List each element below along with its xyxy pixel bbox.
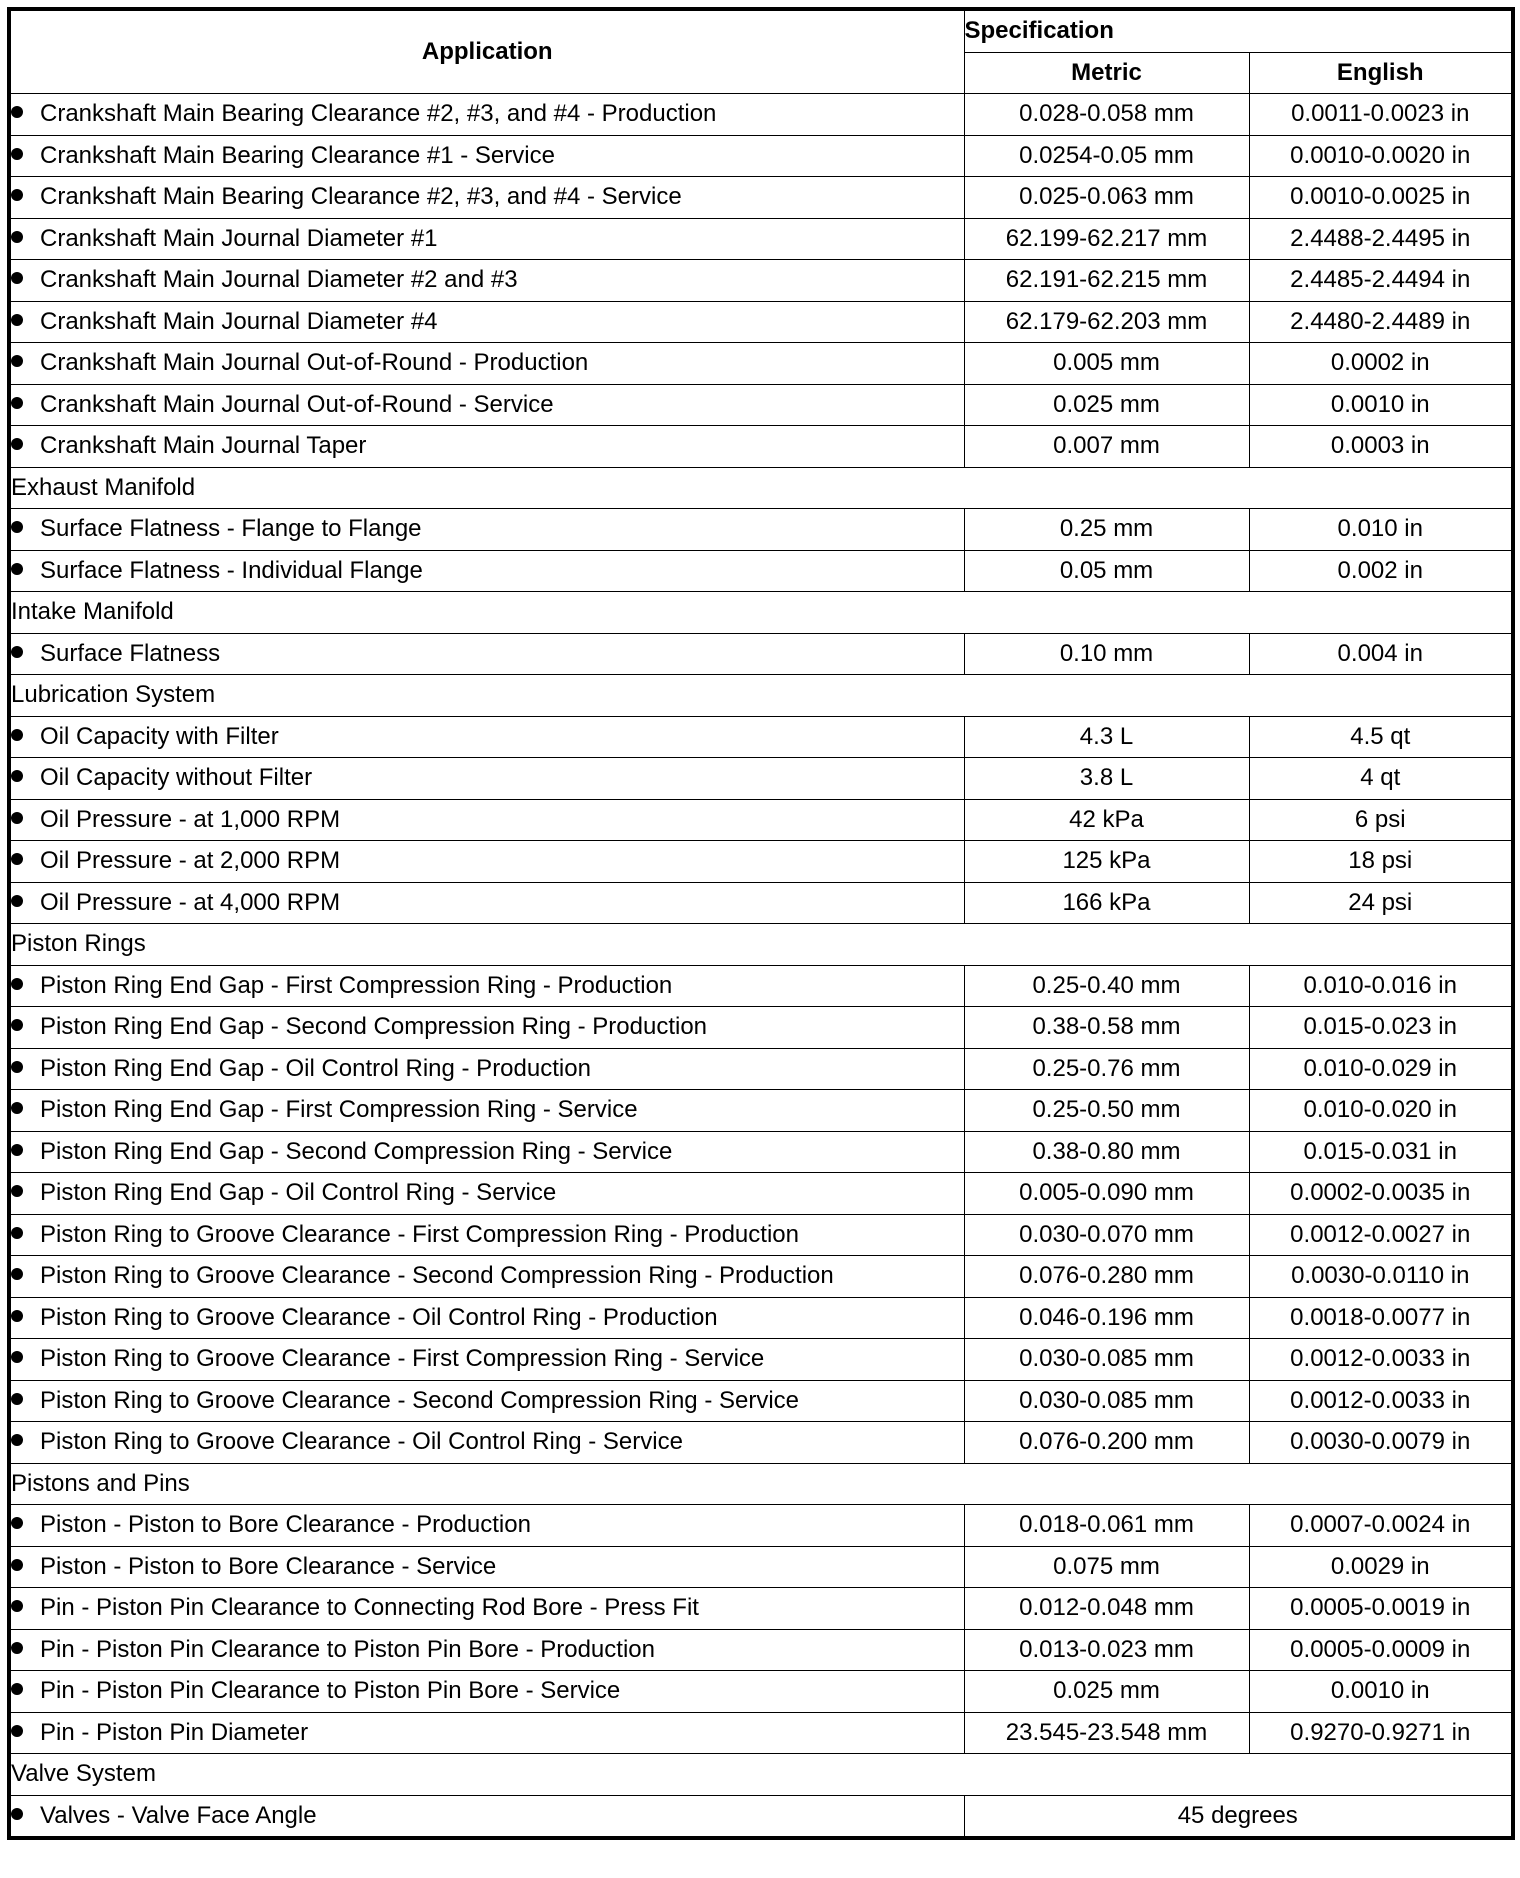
english-value: 4.5 qt <box>1249 716 1513 758</box>
english-value: 0.010-0.029 in <box>1249 1048 1513 1090</box>
metric-value: 0.030-0.085 mm <box>964 1339 1249 1381</box>
table-row <box>9 94 1513 136</box>
bullet-icon <box>11 1808 23 1820</box>
application-cell <box>9 1173 964 1215</box>
bullet-icon <box>11 563 23 575</box>
application-label: Piston - Piston to Bore Clearance - Production <box>40 1511 531 1539</box>
application-cell <box>9 1380 964 1422</box>
metric-value: 0.025-0.063 mm <box>964 177 1249 219</box>
english-value: 0.0012-0.0033 in <box>1249 1339 1513 1381</box>
english-value: 0.0012-0.0027 in <box>1249 1214 1513 1256</box>
bullet-icon <box>11 397 23 409</box>
english-value: 0.004 in <box>1249 633 1513 675</box>
application-cell <box>9 509 964 551</box>
bullet-icon <box>11 812 23 824</box>
bullet-icon <box>11 189 23 201</box>
bullet-icon <box>11 355 23 367</box>
english-value: 0.0002-0.0035 in <box>1249 1173 1513 1215</box>
table-row <box>9 1131 1513 1173</box>
bullet-icon <box>11 1268 23 1280</box>
application-cell <box>9 550 964 592</box>
application-cell <box>9 1712 964 1754</box>
header-row-1 <box>9 9 1513 52</box>
application-label: Crankshaft Main Bearing Clearance #1 - Service <box>40 141 555 169</box>
metric-value: 0.012-0.048 mm <box>964 1588 1249 1630</box>
metric-value: 0.25-0.76 mm <box>964 1048 1249 1090</box>
bullet-icon <box>11 231 23 243</box>
application-cell <box>9 965 964 1007</box>
bullet-icon <box>11 1185 23 1197</box>
english-value: 0.0012-0.0033 in <box>1249 1380 1513 1422</box>
application-cell <box>9 384 964 426</box>
application-cell <box>9 1588 964 1630</box>
bullet-icon <box>11 646 23 658</box>
application-cell <box>9 218 964 260</box>
section-row <box>9 1754 1513 1796</box>
english-value: 4 qt <box>1249 758 1513 800</box>
table-row <box>9 135 1513 177</box>
metric-value: 0.007 mm <box>964 426 1249 468</box>
table-row <box>9 1505 1513 1547</box>
table-row <box>9 1256 1513 1298</box>
section-row <box>9 467 1513 509</box>
english-value: 0.0030-0.0079 in <box>1249 1422 1513 1464</box>
table-row <box>9 177 1513 219</box>
metric-value: 0.05 mm <box>964 550 1249 592</box>
metric-value: 0.025 mm <box>964 384 1249 426</box>
english-value: 0.015-0.023 in <box>1249 1007 1513 1049</box>
bullet-icon <box>11 272 23 284</box>
bullet-icon <box>11 1600 23 1612</box>
metric-value: 0.25-0.50 mm <box>964 1090 1249 1132</box>
table-row <box>9 509 1513 551</box>
section-row <box>9 675 1513 717</box>
bullet-icon <box>11 1642 23 1654</box>
english-value: 0.0007-0.0024 in <box>1249 1505 1513 1547</box>
application-label: Piston - Piston to Bore Clearance - Service <box>40 1552 497 1580</box>
bullet-icon <box>11 1434 23 1446</box>
bullet-icon <box>11 438 23 450</box>
bullet-icon <box>11 978 23 990</box>
table-row <box>9 758 1513 800</box>
application-label: Crankshaft Main Journal Diameter #4 <box>40 307 438 335</box>
application-cell <box>9 1256 964 1298</box>
section-title: Pistons and Pins <box>9 1463 1513 1505</box>
specification-column-header: Specification <box>964 9 1513 52</box>
english-value: 24 psi <box>1249 882 1513 924</box>
metric-value: 4.3 L <box>964 716 1249 758</box>
english-value: 0.0018-0.0077 in <box>1249 1297 1513 1339</box>
application-label: Piston Ring End Gap - First Compression Ring - Production <box>40 971 673 999</box>
application-cell <box>9 426 964 468</box>
application-cell <box>9 716 964 758</box>
english-value: 0.010-0.016 in <box>1249 965 1513 1007</box>
metric-column-header: Metric <box>964 52 1249 94</box>
table-row <box>9 716 1513 758</box>
table-row <box>9 1588 1513 1630</box>
application-label: Crankshaft Main Journal Taper <box>40 432 367 460</box>
bullet-icon <box>11 1683 23 1695</box>
english-value: 2.4488-2.4495 in <box>1249 218 1513 260</box>
metric-value: 0.046-0.196 mm <box>964 1297 1249 1339</box>
application-label: Surface Flatness - Individual Flange <box>40 556 423 584</box>
table-row <box>9 1422 1513 1464</box>
english-value: 0.0010 in <box>1249 1671 1513 1713</box>
table-row <box>9 384 1513 426</box>
metric-value: 0.075 mm <box>964 1546 1249 1588</box>
bullet-icon <box>11 1559 23 1571</box>
metric-value: 166 kPa <box>964 882 1249 924</box>
table-row <box>9 841 1513 883</box>
application-cell <box>9 841 964 883</box>
table-row <box>9 1712 1513 1754</box>
table-row <box>9 1629 1513 1671</box>
application-cell <box>9 633 964 675</box>
english-value: 6 psi <box>1249 799 1513 841</box>
table-row <box>9 301 1513 343</box>
table-row <box>9 550 1513 592</box>
table-row <box>9 799 1513 841</box>
application-label: Crankshaft Main Bearing Clearance #2, #3, and #4 - Service <box>40 183 682 211</box>
application-cell <box>9 1546 964 1588</box>
bullet-icon <box>11 1144 23 1156</box>
application-cell <box>9 94 964 136</box>
bullet-icon <box>11 1351 23 1363</box>
application-label: Valves - Valve Face Angle <box>40 1801 317 1829</box>
table-row <box>9 218 1513 260</box>
metric-value: 23.545-23.548 mm <box>964 1712 1249 1754</box>
english-value: 0.0011-0.0023 in <box>1249 94 1513 136</box>
metric-value: 42 kPa <box>964 799 1249 841</box>
application-cell <box>9 1671 964 1713</box>
application-label: Pin - Piston Pin Clearance to Piston Pin Bore - Production <box>40 1635 655 1663</box>
application-label: Piston Ring to Groove Clearance - Oil Control Ring - Service <box>40 1428 683 1456</box>
application-cell <box>9 1339 964 1381</box>
application-label: Piston Ring to Groove Clearance - Second Compression Ring - Service <box>40 1386 800 1414</box>
section-title: Intake Manifold <box>9 592 1513 634</box>
application-label: Crankshaft Main Journal Out-of-Round - Production <box>40 349 589 377</box>
english-value: 0.0010-0.0025 in <box>1249 177 1513 219</box>
section-title: Exhaust Manifold <box>9 467 1513 509</box>
application-label: Surface Flatness - Flange to Flange <box>40 515 422 543</box>
bullet-icon <box>11 770 23 782</box>
application-label: Pin - Piston Pin Clearance to Piston Pin Bore - Service <box>40 1677 621 1705</box>
english-column-header: English <box>1249 52 1513 94</box>
metric-value: 0.076-0.200 mm <box>964 1422 1249 1464</box>
metric-value: 0.028-0.058 mm <box>964 94 1249 136</box>
table-row <box>9 1671 1513 1713</box>
application-label: Crankshaft Main Journal Out-of-Round - Service <box>40 390 554 418</box>
english-value: 0.002 in <box>1249 550 1513 592</box>
section-row <box>9 1463 1513 1505</box>
application-column-header: Application <box>9 9 964 94</box>
metric-value: 62.199-62.217 mm <box>964 218 1249 260</box>
bullet-icon <box>11 853 23 865</box>
application-label: Oil Pressure - at 1,000 RPM <box>40 805 341 833</box>
application-cell <box>9 1214 964 1256</box>
application-label: Pin - Piston Pin Diameter <box>40 1718 309 1746</box>
specification-table <box>7 7 1515 1840</box>
bullet-icon <box>11 895 23 907</box>
metric-value: 0.018-0.061 mm <box>964 1505 1249 1547</box>
english-value: 2.4485-2.4494 in <box>1249 260 1513 302</box>
application-label: Piston Ring End Gap - First Compression Ring - Service <box>40 1096 638 1124</box>
english-value: 18 psi <box>1249 841 1513 883</box>
table-row <box>9 882 1513 924</box>
table-row <box>9 1380 1513 1422</box>
metric-value: 0.38-0.80 mm <box>964 1131 1249 1173</box>
application-label: Crankshaft Main Journal Diameter #1 <box>40 224 438 252</box>
english-value: 0.0010-0.0020 in <box>1249 135 1513 177</box>
application-label: Piston Ring End Gap - Oil Control Ring - Production <box>40 1054 591 1082</box>
bullet-icon <box>11 148 23 160</box>
application-cell <box>9 343 964 385</box>
application-label: Piston Ring to Groove Clearance - Second Compression Ring - Production <box>40 1262 834 1290</box>
application-cell <box>9 799 964 841</box>
application-cell <box>9 1048 964 1090</box>
metric-value: 62.179-62.203 mm <box>964 301 1249 343</box>
table-row <box>9 343 1513 385</box>
english-value: 0.015-0.031 in <box>1249 1131 1513 1173</box>
metric-value: 0.005 mm <box>964 343 1249 385</box>
bullet-icon <box>11 1725 23 1737</box>
english-value: 0.0005-0.0019 in <box>1249 1588 1513 1630</box>
application-cell <box>9 1297 964 1339</box>
english-value: 2.4480-2.4489 in <box>1249 301 1513 343</box>
application-label: Oil Pressure - at 2,000 RPM <box>40 847 341 875</box>
bullet-icon <box>11 1310 23 1322</box>
table-header <box>9 9 1513 94</box>
application-cell <box>9 1505 964 1547</box>
application-cell <box>9 1422 964 1464</box>
section-title: Piston Rings <box>9 924 1513 966</box>
english-value: 0.0030-0.0110 in <box>1249 1256 1513 1298</box>
table-row <box>9 260 1513 302</box>
english-value: 0.9270-0.9271 in <box>1249 1712 1513 1754</box>
metric-value: 0.030-0.085 mm <box>964 1380 1249 1422</box>
bullet-icon <box>11 1102 23 1114</box>
application-label: Piston Ring to Groove Clearance - First Compression Ring - Service <box>40 1345 765 1373</box>
application-label: Crankshaft Main Bearing Clearance #2, #3, and #4 - Production <box>40 100 717 128</box>
english-value: 0.010-0.020 in <box>1249 1090 1513 1132</box>
metric-value: 0.025 mm <box>964 1671 1249 1713</box>
table-row <box>9 1339 1513 1381</box>
application-cell <box>9 1629 964 1671</box>
english-value: 0.0003 in <box>1249 426 1513 468</box>
metric-value: 0.25-0.40 mm <box>964 965 1249 1007</box>
bullet-icon <box>11 521 23 533</box>
table-row <box>9 426 1513 468</box>
metric-value: 125 kPa <box>964 841 1249 883</box>
application-cell <box>9 882 964 924</box>
application-label: Pin - Piston Pin Clearance to Connecting Rod Bore - Press Fit <box>40 1594 699 1622</box>
metric-value: 62.191-62.215 mm <box>964 260 1249 302</box>
application-label: Piston Ring to Groove Clearance - First Compression Ring - Production <box>40 1220 799 1248</box>
metric-value: 0.10 mm <box>964 633 1249 675</box>
table-body <box>9 94 1513 1839</box>
application-label: Piston Ring to Groove Clearance - Oil Control Ring - Production <box>40 1303 718 1331</box>
metric-value: 0.38-0.58 mm <box>964 1007 1249 1049</box>
table-row <box>9 633 1513 675</box>
metric-value: 0.076-0.280 mm <box>964 1256 1249 1298</box>
english-value: 0.010 in <box>1249 509 1513 551</box>
english-value: 0.0005-0.0009 in <box>1249 1629 1513 1671</box>
english-value: 0.0002 in <box>1249 343 1513 385</box>
bullet-icon <box>11 314 23 326</box>
application-cell <box>9 1007 964 1049</box>
metric-value: 0.013-0.023 mm <box>964 1629 1249 1671</box>
bullet-icon <box>11 729 23 741</box>
table-row <box>9 1546 1513 1588</box>
table-row <box>9 1297 1513 1339</box>
application-label: Oil Capacity with Filter <box>40 722 279 750</box>
application-label: Piston Ring End Gap - Second Compression Ring - Service <box>40 1137 673 1165</box>
section-row <box>9 592 1513 634</box>
specification-value: 45 degrees <box>964 1795 1513 1838</box>
english-value: 0.0029 in <box>1249 1546 1513 1588</box>
application-cell <box>9 1795 964 1838</box>
bullet-icon <box>11 1019 23 1031</box>
table-row <box>9 1090 1513 1132</box>
bullet-icon <box>11 106 23 118</box>
bullet-icon <box>11 1393 23 1405</box>
application-label: Surface Flatness <box>40 639 221 667</box>
application-cell <box>9 758 964 800</box>
application-label: Oil Capacity without Filter <box>40 764 313 792</box>
table-row <box>9 965 1513 1007</box>
metric-value: 0.030-0.070 mm <box>964 1214 1249 1256</box>
table-row <box>9 1795 1513 1838</box>
application-label: Piston Ring End Gap - Oil Control Ring - Service <box>40 1179 557 1207</box>
section-title: Valve System <box>9 1754 1513 1796</box>
application-cell <box>9 1090 964 1132</box>
application-label: Oil Pressure - at 4,000 RPM <box>40 888 341 916</box>
section-title: Lubrication System <box>9 675 1513 717</box>
table-row <box>9 1007 1513 1049</box>
spec-sheet <box>7 7 1511 1840</box>
bullet-icon <box>11 1227 23 1239</box>
table-row <box>9 1214 1513 1256</box>
section-row <box>9 924 1513 966</box>
application-cell <box>9 177 964 219</box>
metric-value: 3.8 L <box>964 758 1249 800</box>
metric-value: 0.005-0.090 mm <box>964 1173 1249 1215</box>
table-row <box>9 1048 1513 1090</box>
english-value: 0.0010 in <box>1249 384 1513 426</box>
application-cell <box>9 1131 964 1173</box>
bullet-icon <box>11 1061 23 1073</box>
application-cell <box>9 135 964 177</box>
metric-value: 0.25 mm <box>964 509 1249 551</box>
table-row <box>9 1173 1513 1215</box>
application-label: Crankshaft Main Journal Diameter #2 and #3 <box>40 266 518 294</box>
application-cell <box>9 301 964 343</box>
bullet-icon <box>11 1517 23 1529</box>
application-label: Piston Ring End Gap - Second Compression Ring - Production <box>40 1013 708 1041</box>
metric-value: 0.0254-0.05 mm <box>964 135 1249 177</box>
application-cell <box>9 260 964 302</box>
